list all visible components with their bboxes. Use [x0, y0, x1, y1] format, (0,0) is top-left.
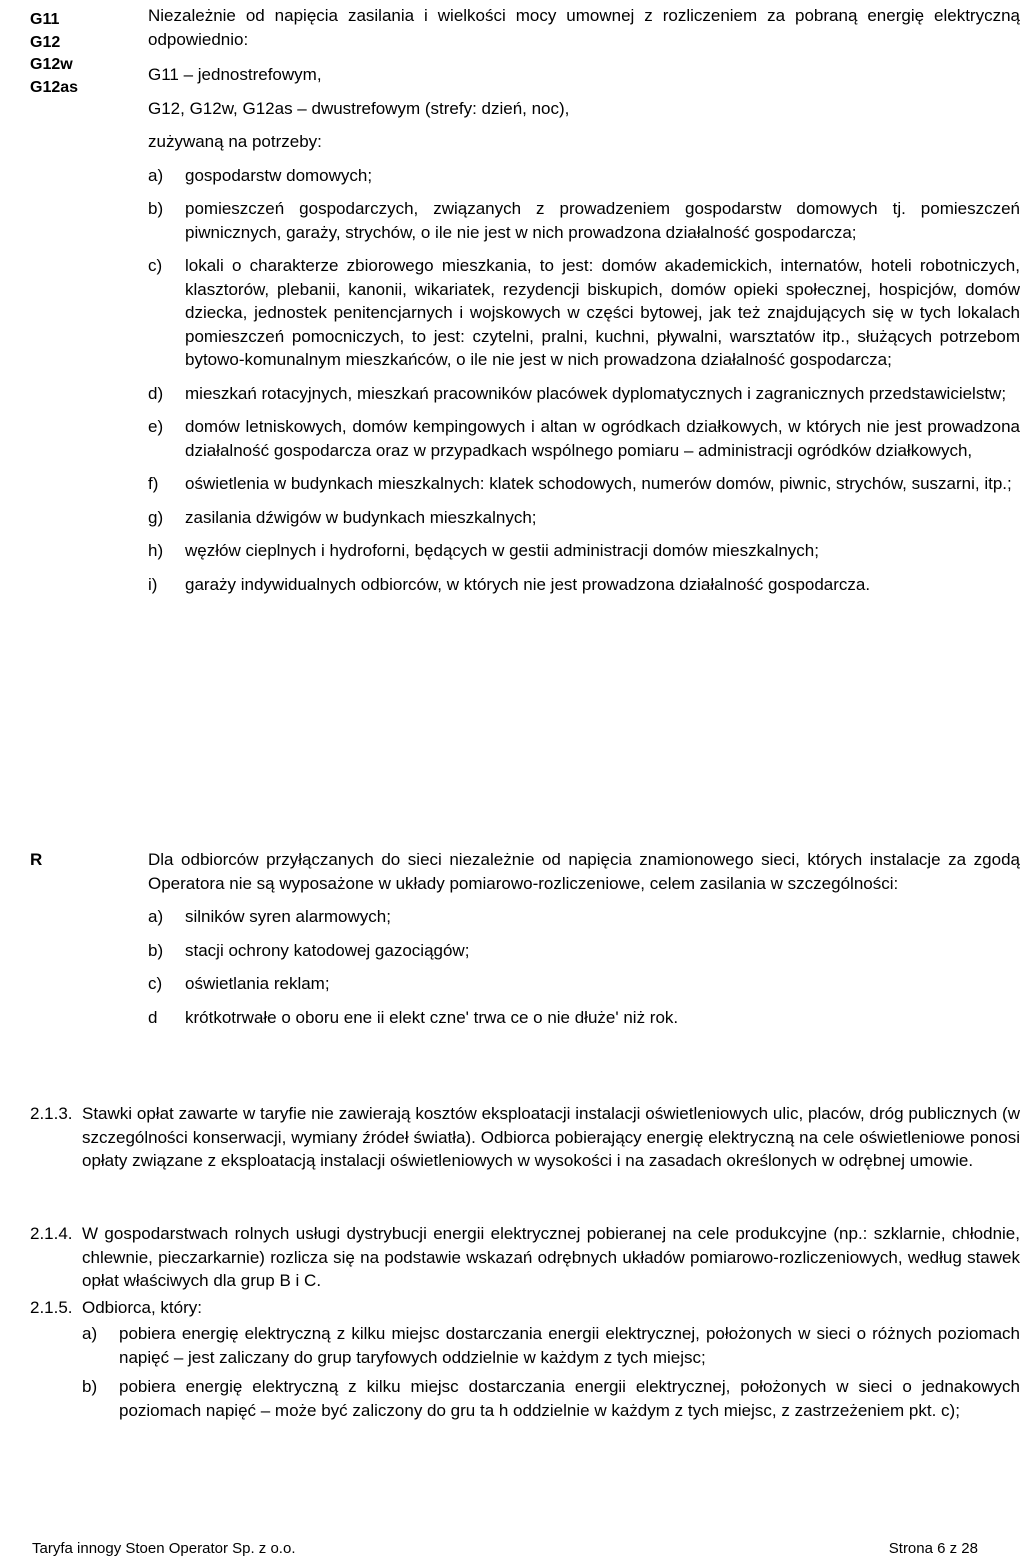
list-text: pomieszczeń gospodarczych, związanych z prowadzeniem gospodarstw domowych tj. pomieszczeń piwnicznych, garaży, strychów, o ile nie jest w nich prowadzona działalność gospodarcza;	[185, 199, 1020, 242]
list-label: e)	[148, 417, 164, 436]
list-text: oświetlania reklam;	[185, 974, 330, 993]
point-215-list	[82, 1322, 1020, 1422]
list-text: węzłów cieplnych i hydroforni, będących w gestii administracji domów mieszkalnych;	[185, 541, 819, 560]
list-item	[148, 472, 1020, 496]
point-text: W gospodarstwach rolnych usługi dystrybucji energii elektrycznej pobieranej na cele produkcyjne (np.: szklarnie, chłodnie, chlewnie, pieczarkarnie) rozlicza się na podstawie wskazań odrębnych układów pomiarowo-rozliczeniowych, według stawek opłat właściwych dla grup B i C.	[82, 1224, 1020, 1290]
list-item	[82, 1375, 1020, 1422]
list-text: domów letniskowych, domów kempingowych i altan w ogródkach działkowych, w których nie jest prowadzona działalność gospodarcza oraz w przypadkach wspólnego pomiaru – administracji ogródków działkowych,	[185, 417, 1020, 460]
list-text: zasilania dźwigów w budynkach mieszkalnych;	[185, 507, 537, 527]
list-item	[82, 1322, 1020, 1369]
point-number: 2.1.3.	[30, 1104, 73, 1123]
g-line-purpose: zużywaną na potrzeby:	[148, 132, 322, 151]
list-label: d)	[148, 383, 164, 403]
list-label: i)	[148, 574, 158, 594]
g-intro: Niezależnie od napięcia zasilania i wielkości mocy umownej z rozliczeniem za pobraną energię elektryczną odpowiednio:	[148, 6, 1020, 49]
point-number: 2.1.5.	[30, 1298, 73, 1317]
tariff-code: G12w	[30, 56, 73, 73]
list-label: a)	[148, 165, 164, 185]
list-item	[148, 539, 1020, 563]
list-text: oświetlenia w budynkach mieszkalnych: klatek schodowych, numerów domów, piwnic, strychów, suszarni, itp.;	[185, 474, 1012, 493]
list-label: g)	[148, 507, 164, 527]
r-section-body	[148, 848, 1020, 1029]
list-item	[148, 382, 1020, 406]
tariff-codes-g	[30, 8, 125, 98]
list-text: mieszkań rotacyjnych, mieszkań pracowników placówek dyplomatycznych i zagranicznych przedstawicielstw;	[185, 383, 1007, 403]
list-item	[148, 939, 1020, 963]
g-line-g11: G11 – jednostrefowym,	[148, 65, 322, 84]
point-number: 2.1.4.	[30, 1224, 73, 1243]
r-intro: Dla odbiorców przyłączanych do sieci niezależnie od napięcia znamionowego sieci, których instalacje za zgodą Operatora nie są wyposażone w układy pomiarowo-rozliczeniowe, celem zasilania w szczególności:	[148, 850, 1020, 893]
list-label: c)	[148, 974, 163, 993]
list-item	[148, 905, 1020, 929]
list-label: d	[148, 1007, 158, 1027]
list-text: gospodarstw domowych;	[185, 165, 373, 185]
list-item	[148, 415, 1020, 462]
list-text: silników syren alarmowych;	[185, 907, 391, 926]
list-item	[148, 506, 1020, 530]
tariff-code: G11	[30, 11, 60, 28]
point-text: Stawki opłat zawarte w taryfie nie zawierają kosztów eksploatacji instalacji oświetleniowych ulic, placów, dróg publicznych (w szczególności konserwacji, wymiany źródeł światła). Odbiorca pobierający energię elektryczną na cele oświetleniowe ponosi opłaty związane z eksploatacją instalacji oświetleniowych w wysokości i na zasadach określonych w odrębnej umowie.	[82, 1104, 1020, 1170]
list-label: b)	[148, 940, 164, 960]
g-line-g12: G12, G12w, G12as – dwustrefowym (strefy: dzień, noc),	[148, 98, 570, 118]
list-item	[148, 254, 1020, 372]
list-item	[148, 972, 1020, 996]
list-label: b)	[82, 1377, 98, 1396]
tariff-code-r: R	[30, 850, 43, 869]
footer-title: Taryfa innogy Stoen Operator Sp. z o.o.	[32, 1540, 296, 1557]
tariff-code: G12	[30, 33, 61, 51]
tariff-code: G12as	[30, 78, 79, 96]
list-text: garaży indywidualnych odbiorców, w których nie jest prowadzona działalność gospodarcza.	[185, 574, 871, 594]
list-text: pobiera energię elektryczną z kilku miejsc dostarczania energii elektrycznej, położonych w sieci o różnych poziomach napięć – jest zaliczany do grup taryfowych oddzielnie w każdym z tych miejsc;	[119, 1324, 1020, 1367]
list-label: f)	[148, 474, 159, 493]
list-item	[148, 1006, 1020, 1030]
list-item	[148, 197, 1020, 244]
list-text: stacji ochrony katodowej gazociągów;	[185, 940, 470, 960]
list-text: krótkotrwałe o oboru ene ii elekt czne' trwa ce o nie dłuże' niż rok.	[185, 1007, 679, 1027]
list-label: a)	[148, 907, 164, 926]
g-section-body	[148, 4, 1020, 596]
list-label: b)	[148, 199, 164, 218]
list-label: a)	[82, 1324, 98, 1343]
page-number: Strona 6 z 28	[888, 1540, 978, 1557]
list-text: lokali o charakterze zbiorowego mieszkania, to jest: domów akademickich, internatów, hoteli robotniczych, klasztorów, plebanii, kanonii, wikariatek, rezydencji biskupich, domów opieki społecznej, hospicjów, domów dziecka, jednostek penitencjarnych i wojskowych w części bytowej, jak też znajdujących się w tych lokalach pomieszczeń pomocniczych, to jest: czytelni, pralni, kuchni, pływalni, warsztatów itp., służących potrzebom bytowo-komunalnym mieszkańców, o ile nie jest w nich prowadzona działalność gospodarcza;	[185, 256, 1020, 369]
list-label: h)	[148, 541, 164, 560]
list-item	[148, 164, 1020, 188]
point-text: Odbiorca, który:	[82, 1298, 202, 1317]
list-label: c)	[148, 256, 163, 275]
list-item	[148, 573, 1020, 597]
list-text: pobiera energię elektryczną z kilku miejsc dostarczania energii elektrycznej, położonych w sieci o jednakowych poziomach napięć – może być zaliczony do gru ta h oddzielnie w każdym z tych miejsc, z zastrzeżeniem pkt. c);	[119, 1377, 1020, 1420]
